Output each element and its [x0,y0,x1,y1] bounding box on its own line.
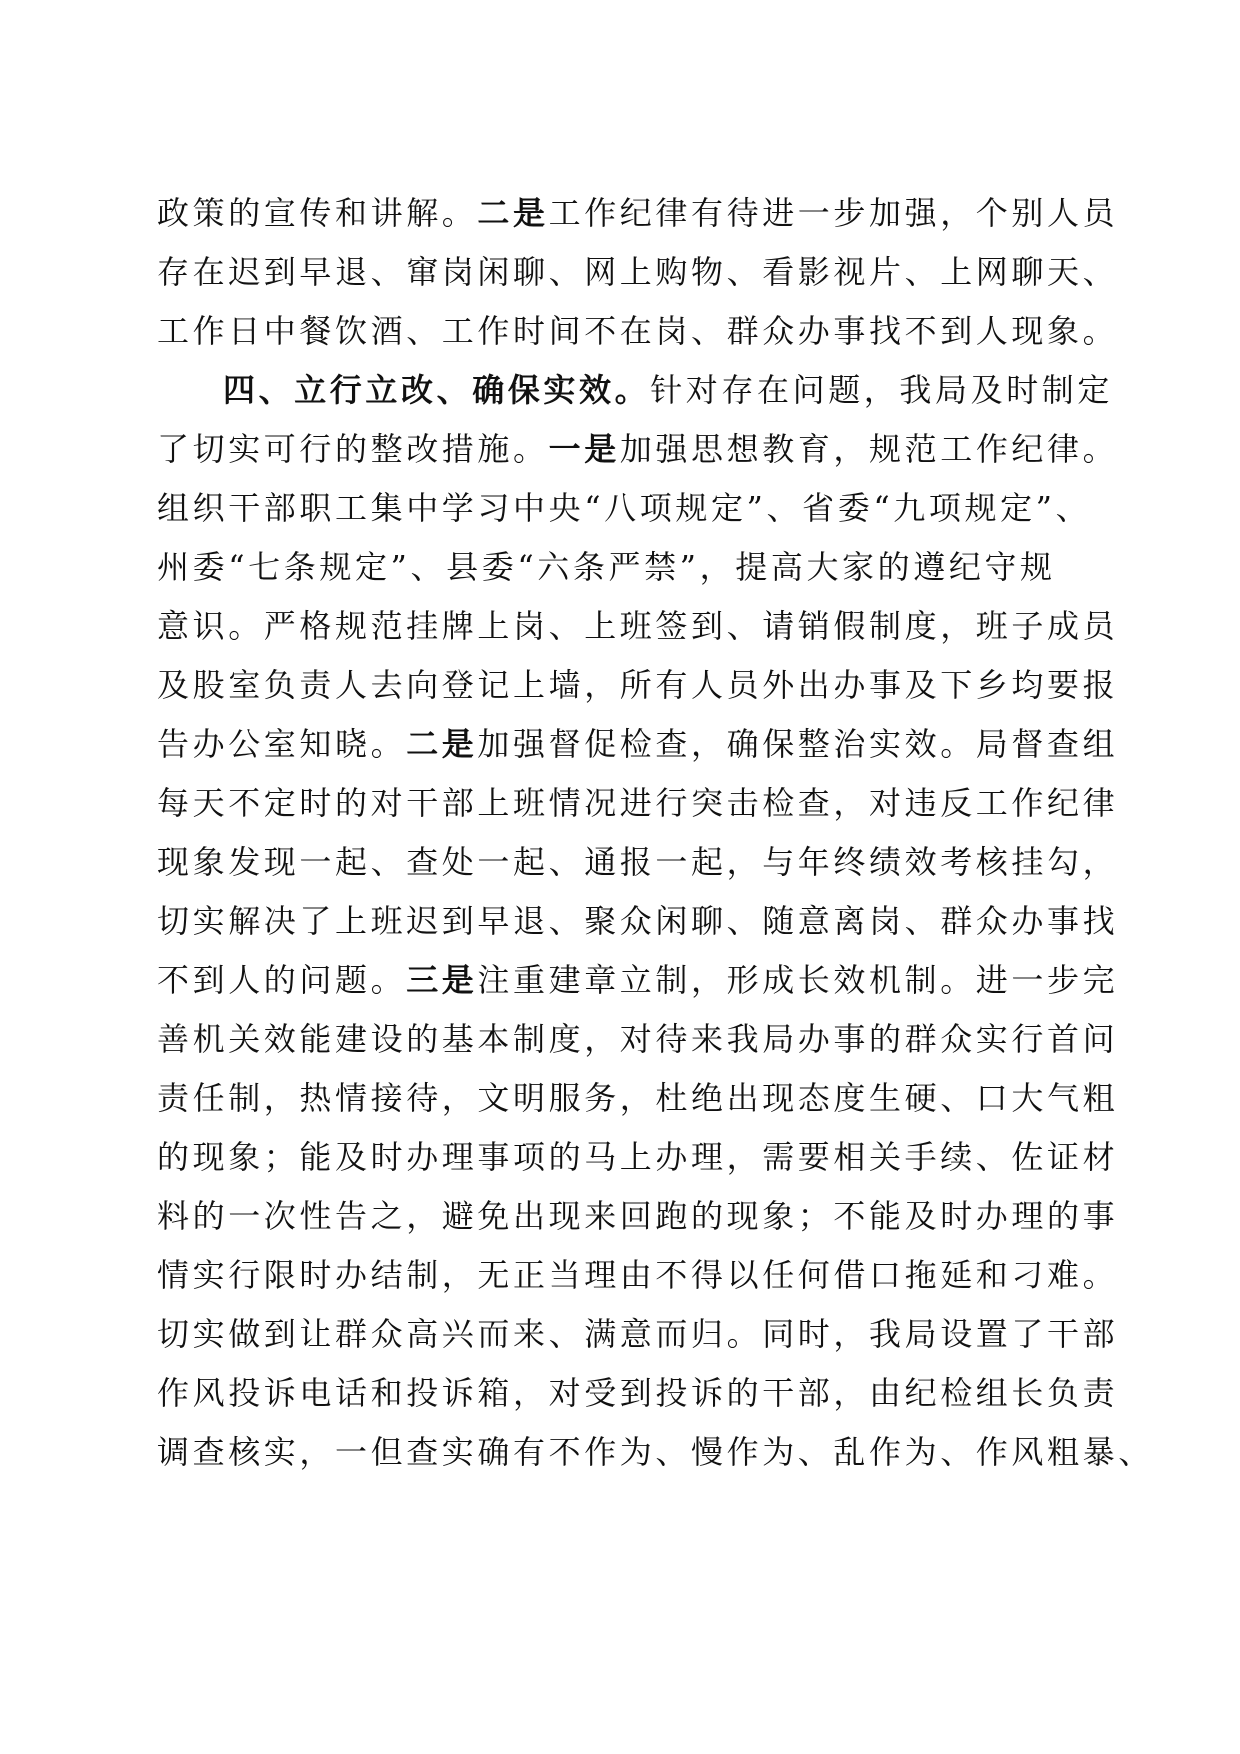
text-line [157,1128,1119,1187]
text-run: 意识。严格规范挂牌上岗、上班签到、请销假制度，班子成员 [157,607,1119,645]
text-run: 的现象；能及时办理事项的马上办理，需要相关手续、佐证材 [157,1138,1119,1176]
bold-run: 四、立行立改、确保实效。 [223,371,651,409]
body-text [157,184,1154,1482]
bold-run: 三是 [406,961,478,999]
text-run: 加强思想教育，规范工作纪律。 [619,430,1119,468]
text-run: 工作日中餐饮酒、工作时间不在岗、群众办事找不到人现象。 [157,312,1119,350]
text-run: 善机关效能建设的基本制度，对待来我局办事的群众实行首问 [157,1020,1119,1058]
text-line [157,1187,1119,1246]
text-line [157,1305,1119,1364]
text-line [157,1069,1119,1128]
text-line [157,479,1092,538]
text-line [157,243,1119,302]
text-line [157,892,1119,951]
text-run: 现象发现一起、查处一起、通报一起，与年终绩效考核挂勾， [157,843,1119,881]
text-line [157,361,1114,420]
text-line [157,1246,1119,1305]
text-line [157,1423,1154,1482]
text-run: 作风投诉电话和投诉箱，对受到投诉的干部，由纪检组长负责 [157,1374,1119,1412]
text-line [157,538,1087,597]
text-run: 及股室负责人去向登记上墙，所有人员外出办事及下乡均要报 [157,666,1119,704]
text-run: 州委“七条规定”、县委“六条严禁”，提高大家的遵纪守规 [157,548,1056,586]
text-line [157,1010,1119,1069]
text-run: 加强督促检查，确保整治实效。局督查组 [477,725,1119,763]
text-run: 工作纪律有待进一步加强，个别人员 [548,194,1119,232]
text-run: 调查核实，一但查实确有不作为、慢作为、乱作为、作风粗暴、 [157,1433,1154,1471]
text-line [157,302,1119,361]
text-line [157,656,1119,715]
text-run: 政策的宣传和讲解。 [157,194,478,232]
text-line [157,184,1119,243]
text-run: 针对存在问题，我局及时制定 [650,371,1114,409]
bold-run: 二是 [406,725,478,763]
text-line [157,951,1119,1010]
text-run: 告办公室知晓。 [157,725,407,763]
bold-run: 二是 [477,194,549,232]
text-line [157,833,1119,892]
text-line [157,420,1119,479]
text-run: 了切实可行的整改措施。 [157,430,549,468]
bold-run: 一是 [548,430,620,468]
text-run: 存在迟到早退、窜岗闲聊、网上购物、看影视片、上网聊天、 [157,253,1119,291]
text-run: 切实做到让群众高兴而来、满意而归。同时，我局设置了干部 [157,1315,1119,1353]
text-run: 切实解决了上班迟到早退、聚众闲聊、随意离岗、群众办事找 [157,902,1119,940]
text-line [157,715,1119,774]
text-run: 责任制，热情接待，文明服务，杜绝出现态度生硬、口大气粗 [157,1079,1119,1117]
text-run: 注重建章立制，形成长效机制。进一步完 [477,961,1119,999]
text-run: 情实行限时办结制，无正当理由不得以任何借口拖延和刁难。 [157,1256,1119,1294]
text-run: 料的一次性告之，避免出现来回跑的现象；不能及时办理的事 [157,1197,1119,1235]
text-run: 每天不定时的对干部上班情况进行突击检查，对违反工作纪律 [157,784,1119,822]
text-line [157,597,1119,656]
text-run: 组织干部职工集中学习中央“八项规定”、省委“九项规定”、 [157,489,1092,527]
text-line [157,1364,1119,1423]
text-line [157,774,1119,833]
text-run: 不到人的问题。 [157,961,407,999]
